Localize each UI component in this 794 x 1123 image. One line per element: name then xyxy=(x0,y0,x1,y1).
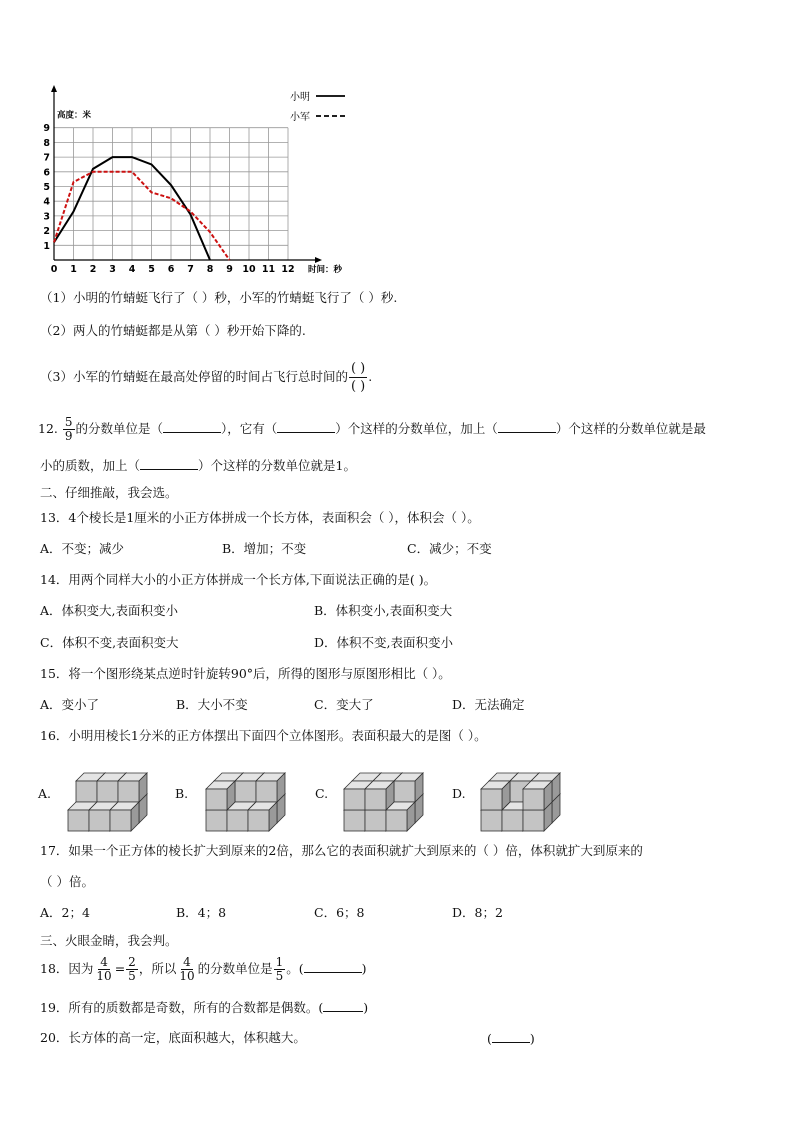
cube xyxy=(256,773,285,802)
q12-fraction xyxy=(63,416,75,443)
q20-answer xyxy=(487,1030,535,1047)
chart-series xyxy=(54,157,230,260)
q12-line2 xyxy=(40,457,356,474)
cube xyxy=(206,781,235,810)
q20-text: 20．长方体的高一定，底面积越大，体积越大。 xyxy=(40,1030,306,1045)
section3-heading: 三、火眼金睛，我会判。 xyxy=(40,933,178,948)
q17-option-d[interactable]: D．8；2 xyxy=(452,905,503,920)
q18-equals: = xyxy=(114,961,126,976)
y-tick-label: 6 xyxy=(43,167,50,179)
q18-frac4-num: 1 xyxy=(275,955,284,969)
q18-frac2-num: 2 xyxy=(128,955,136,969)
q12-text4: ）个这样的分数单位就是最 xyxy=(555,421,706,436)
x-tick-label: 6 xyxy=(167,264,175,274)
x-tick-label: 8 xyxy=(206,264,214,274)
q18-line xyxy=(40,952,367,986)
q12-blank4[interactable] xyxy=(140,457,198,470)
q15-option-b[interactable]: B．大小不变 xyxy=(176,697,248,712)
x-tick-label: 7 xyxy=(187,264,194,274)
q15-option-c[interactable]: C．变大了 xyxy=(314,697,374,712)
y-tick-label: 1 xyxy=(43,240,50,252)
q18-frac1-den: 10 xyxy=(96,969,112,983)
x-tick-label: 1 xyxy=(70,264,77,274)
y-tick-label: 3 xyxy=(43,211,50,223)
cube xyxy=(248,802,277,831)
q12-frac-num: 5 xyxy=(64,415,73,429)
x-axis-label: 时间：秒 xyxy=(308,265,343,274)
cube xyxy=(365,781,394,810)
section2-heading: 二、仔细推敲，我会选。 xyxy=(40,485,178,500)
q19-text-end: ) xyxy=(363,1000,369,1015)
q16-option-a[interactable]: A. xyxy=(38,786,52,801)
q12-blank1[interactable] xyxy=(163,420,221,433)
q18-frac3-den: 10 xyxy=(179,969,195,983)
q19-line xyxy=(40,999,368,1016)
q12-frac-den: 9 xyxy=(64,429,73,443)
q16-figure-d xyxy=(479,760,567,832)
q18-frac1-num: 4 xyxy=(100,955,108,969)
q18-text4: 。( xyxy=(286,961,304,976)
q18-frac1 xyxy=(94,956,113,983)
q11-part3-text: （3）小军的竹蜻蜓在最高处停留的时间占飞行总时间的 xyxy=(40,369,348,384)
q11-frac-den: ( ) xyxy=(350,379,366,394)
cube xyxy=(394,773,423,802)
q12-text5: 小的质数，加上（ xyxy=(40,458,141,473)
q19-answer-blank[interactable] xyxy=(323,999,363,1012)
q11-fraction xyxy=(349,360,367,395)
q11-frac-num: ( ) xyxy=(350,361,366,376)
y-axis-arrow xyxy=(51,85,57,92)
chart-grid xyxy=(54,128,288,260)
y-tick-label: 2 xyxy=(43,226,50,238)
q20-answer-blank[interactable] xyxy=(492,1030,530,1043)
q19-text: 19．所有的质数都是奇数，所有的合数都是偶数。( xyxy=(40,1000,324,1015)
q11-part3-end: . xyxy=(368,369,373,384)
q17-option-a[interactable]: A．2；4 xyxy=(40,905,90,920)
q18-frac3 xyxy=(177,956,196,983)
q18-text3: 的分数单位是 xyxy=(197,961,273,976)
q14-stem: 14．用两个同样大小的小正方体拼成一个长方体,下面说法正确的是( )。 xyxy=(40,572,437,587)
x-tick-label: 3 xyxy=(109,264,116,274)
x-tick-label: 11 xyxy=(261,264,276,274)
q16-option-c[interactable]: C. xyxy=(315,786,329,801)
q14-option-c[interactable]: C．体积不变,表面积变大 xyxy=(40,635,179,650)
q12-line1 xyxy=(38,412,706,446)
q16-figure-a xyxy=(66,760,154,832)
q11-part2: （2）两人的竹蜻蜓都是从第（ ）秒开始下降的. xyxy=(40,323,306,338)
q11-part1: （1）小明的竹蜻蜓飞行了（ ）秒，小军的竹蜻蜓飞行了（ ）秒. xyxy=(40,290,398,305)
q16-stem: 16．小明用棱长1分米的正方体摆出下面四个立体图形。表面积最大的是图（ ）。 xyxy=(40,728,487,743)
q15-option-a[interactable]: A．变小了 xyxy=(40,697,100,712)
y-tick-label: 5 xyxy=(43,182,50,193)
q12-blank3[interactable] xyxy=(498,420,556,433)
q12-text2: ），它有（ xyxy=(221,421,278,436)
q20-open: ( xyxy=(487,1031,492,1046)
q13-option-a[interactable]: A．不变；减少 xyxy=(40,541,125,556)
q18-frac4 xyxy=(274,956,286,983)
x-axis-arrow xyxy=(315,257,322,263)
q12-text6: ）个这样的分数单位就是1。 xyxy=(198,458,356,473)
cube xyxy=(110,802,139,831)
chart-legend xyxy=(290,90,345,123)
x-tick-label: 0 xyxy=(50,264,58,274)
x-tick-label: 12 xyxy=(281,264,295,274)
q17-stem-line2: （ ）倍。 xyxy=(40,874,94,889)
q17-option-c[interactable]: C．6；8 xyxy=(314,905,365,920)
q15-option-d[interactable]: D．无法确定 xyxy=(452,697,525,712)
legend-label-1: 小明 xyxy=(290,92,310,103)
q13-option-b[interactable]: B．增加；不变 xyxy=(222,541,307,556)
q14-option-a[interactable]: A．体积变大,表面积变小 xyxy=(40,603,179,618)
y-tick-label: 7 xyxy=(43,152,50,164)
q16-option-d[interactable]: D. xyxy=(452,786,466,801)
legend-label-2: 小军 xyxy=(290,112,310,123)
q12-text1: 的分数单位是（ xyxy=(75,421,164,436)
q17-stem-line1: 17．如果一个正方体的棱长扩大到原来的2倍，那么它的表面积就扩大到原来的（ ）倍，体积就扩大到原来的 xyxy=(40,843,643,858)
x-tick-label: 9 xyxy=(226,264,233,274)
cube xyxy=(118,773,147,802)
q15-stem: 15．将一个图形绕某点逆时针旋转90°后，所得的图形与原图形相比（ ）。 xyxy=(40,666,451,681)
q20-close: ) xyxy=(529,1031,535,1046)
y-axis-label: 高度：米 xyxy=(57,110,92,121)
q18-text2: ，所以 xyxy=(138,961,177,976)
x-tick-label: 10 xyxy=(242,264,256,274)
chart-ticks xyxy=(43,110,342,274)
cube xyxy=(386,802,415,831)
q18-frac2-den: 5 xyxy=(128,969,136,983)
y-tick-label: 9 xyxy=(43,123,50,135)
q13-stem: 13．4个棱长是1厘米的小正方体拼成一个长方体，表面积会（ ），体积会（ ）。 xyxy=(40,510,480,525)
y-tick-label: 8 xyxy=(43,137,50,149)
q17-option-b[interactable]: B．4；8 xyxy=(176,905,227,920)
q12-text3: ）个这样的分数单位，加上（ xyxy=(335,421,498,436)
x-tick-label: 4 xyxy=(128,264,136,274)
q18-frac2 xyxy=(126,956,138,983)
x-tick-label: 2 xyxy=(89,264,97,274)
cube xyxy=(481,781,510,810)
q18-answer-blank[interactable] xyxy=(304,960,362,973)
q16-figure-b xyxy=(204,760,292,832)
y-tick-label: 4 xyxy=(43,196,50,208)
q11-part3 xyxy=(40,357,372,397)
q18-text1: 18．因为 xyxy=(40,961,94,976)
q18-frac3-num: 4 xyxy=(183,955,191,969)
q12-blank2[interactable] xyxy=(277,420,335,433)
flight-chart xyxy=(40,84,350,274)
q18-frac4-den: 5 xyxy=(275,969,284,983)
q16-option-b[interactable]: B. xyxy=(175,786,189,801)
q18-text5: ) xyxy=(361,961,367,976)
x-tick-label: 5 xyxy=(148,264,155,274)
q14-option-b[interactable]: B．体积变小,表面积变大 xyxy=(314,603,453,618)
q16-figure-c xyxy=(342,760,430,832)
q12-number: 12. xyxy=(38,421,58,436)
cube xyxy=(523,781,552,810)
q14-option-d[interactable]: D．体积不变,表面积变小 xyxy=(314,635,453,650)
q13-option-c[interactable]: C．减少；不变 xyxy=(407,541,492,556)
